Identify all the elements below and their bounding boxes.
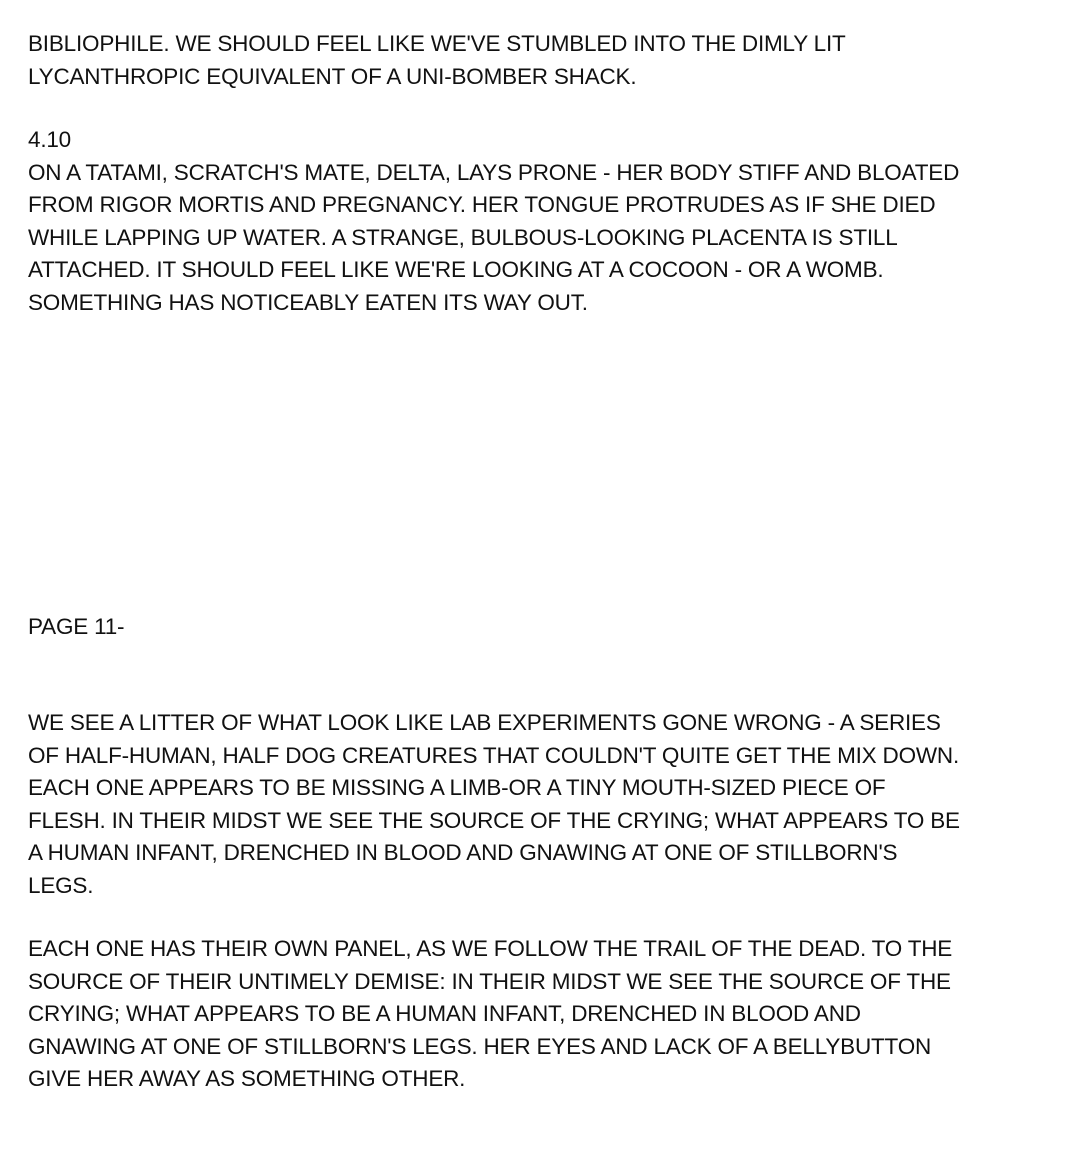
panel-description-4-10 — [28, 124, 1068, 319]
text-line: WE SEE A LITTER OF WHAT LOOK LIKE LAB EXPERIMENTS GONE WRONG - A SERIES — [28, 710, 941, 735]
text-line: LEGS. — [28, 872, 94, 898]
intro-paragraph — [28, 28, 1068, 93]
paragraph-panels — [28, 933, 1068, 1096]
text-line: FROM RIGOR MORTIS AND PREGNANCY. HER TONGUE PROTRUDES AS IF SHE DIED — [28, 192, 936, 217]
text-line: SOURCE OF THEIR UNTIMELY DEMISE: IN THEIR MIDST WE SEE THE SOURCE OF THE — [28, 968, 951, 994]
paragraph-litter — [28, 707, 1068, 902]
text-line: ON A TATAMI, SCRATCH'S MATE, DELTA, LAYS PRONE - HER BODY STIFF AND BLOATED — [28, 159, 960, 185]
page-heading — [28, 611, 1068, 644]
text-line: FLESH. IN THEIR MIDST WE SEE THE SOURCE OF THE CRYING; WHAT APPEARS TO BE — [28, 807, 960, 833]
text-line: EACH ONE APPEARS TO BE MISSING A LIMB-OR A TINY MOUTH-SIZED PIECE OF — [28, 775, 886, 800]
text-line: WHILE LAPPING UP WATER. A STRANGE, BULBOUS-LOOKING PLACENTA IS STILL — [28, 224, 898, 250]
text-line: GIVE HER AWAY AS SOMETHING OTHER. — [28, 1066, 466, 1091]
text-line: EACH ONE HAS THEIR OWN PANEL, AS WE FOLLOW THE TRAIL OF THE DEAD. TO THE — [28, 936, 953, 961]
text-line: A HUMAN INFANT, DRENCHED IN BLOOD AND GNAWING AT ONE OF STILLBORN'S — [28, 840, 898, 865]
text-line: OF HALF-HUMAN, HALF DOG CREATURES THAT COULDN'T QUITE GET THE MIX DOWN. — [28, 742, 960, 768]
panel-number: 4.10 — [28, 127, 71, 152]
page-heading-text: PAGE 11- — [28, 614, 125, 639]
text-line: LYCANTHROPIC EQUIVALENT OF A UNI-BOMBER SHACK. — [28, 63, 637, 89]
text-line: GNAWING AT ONE OF STILLBORN'S LEGS. HER EYES AND LACK OF A BELLYBUTTON — [28, 1033, 932, 1059]
text-line: BIBLIOPHILE. WE SHOULD FEEL LIKE WE'VE STUMBLED INTO THE DIMLY LIT — [28, 31, 846, 56]
text-line: CRYING; WHAT APPEARS TO BE A HUMAN INFANT, DRENCHED IN BLOOD AND — [28, 1001, 861, 1026]
text-line: ATTACHED. IT SHOULD FEEL LIKE WE'RE LOOKING AT A COCOON - OR A WOMB. — [28, 257, 884, 282]
text-line: SOMETHING HAS NOTICEABLY EATEN ITS WAY OUT. — [28, 289, 588, 315]
